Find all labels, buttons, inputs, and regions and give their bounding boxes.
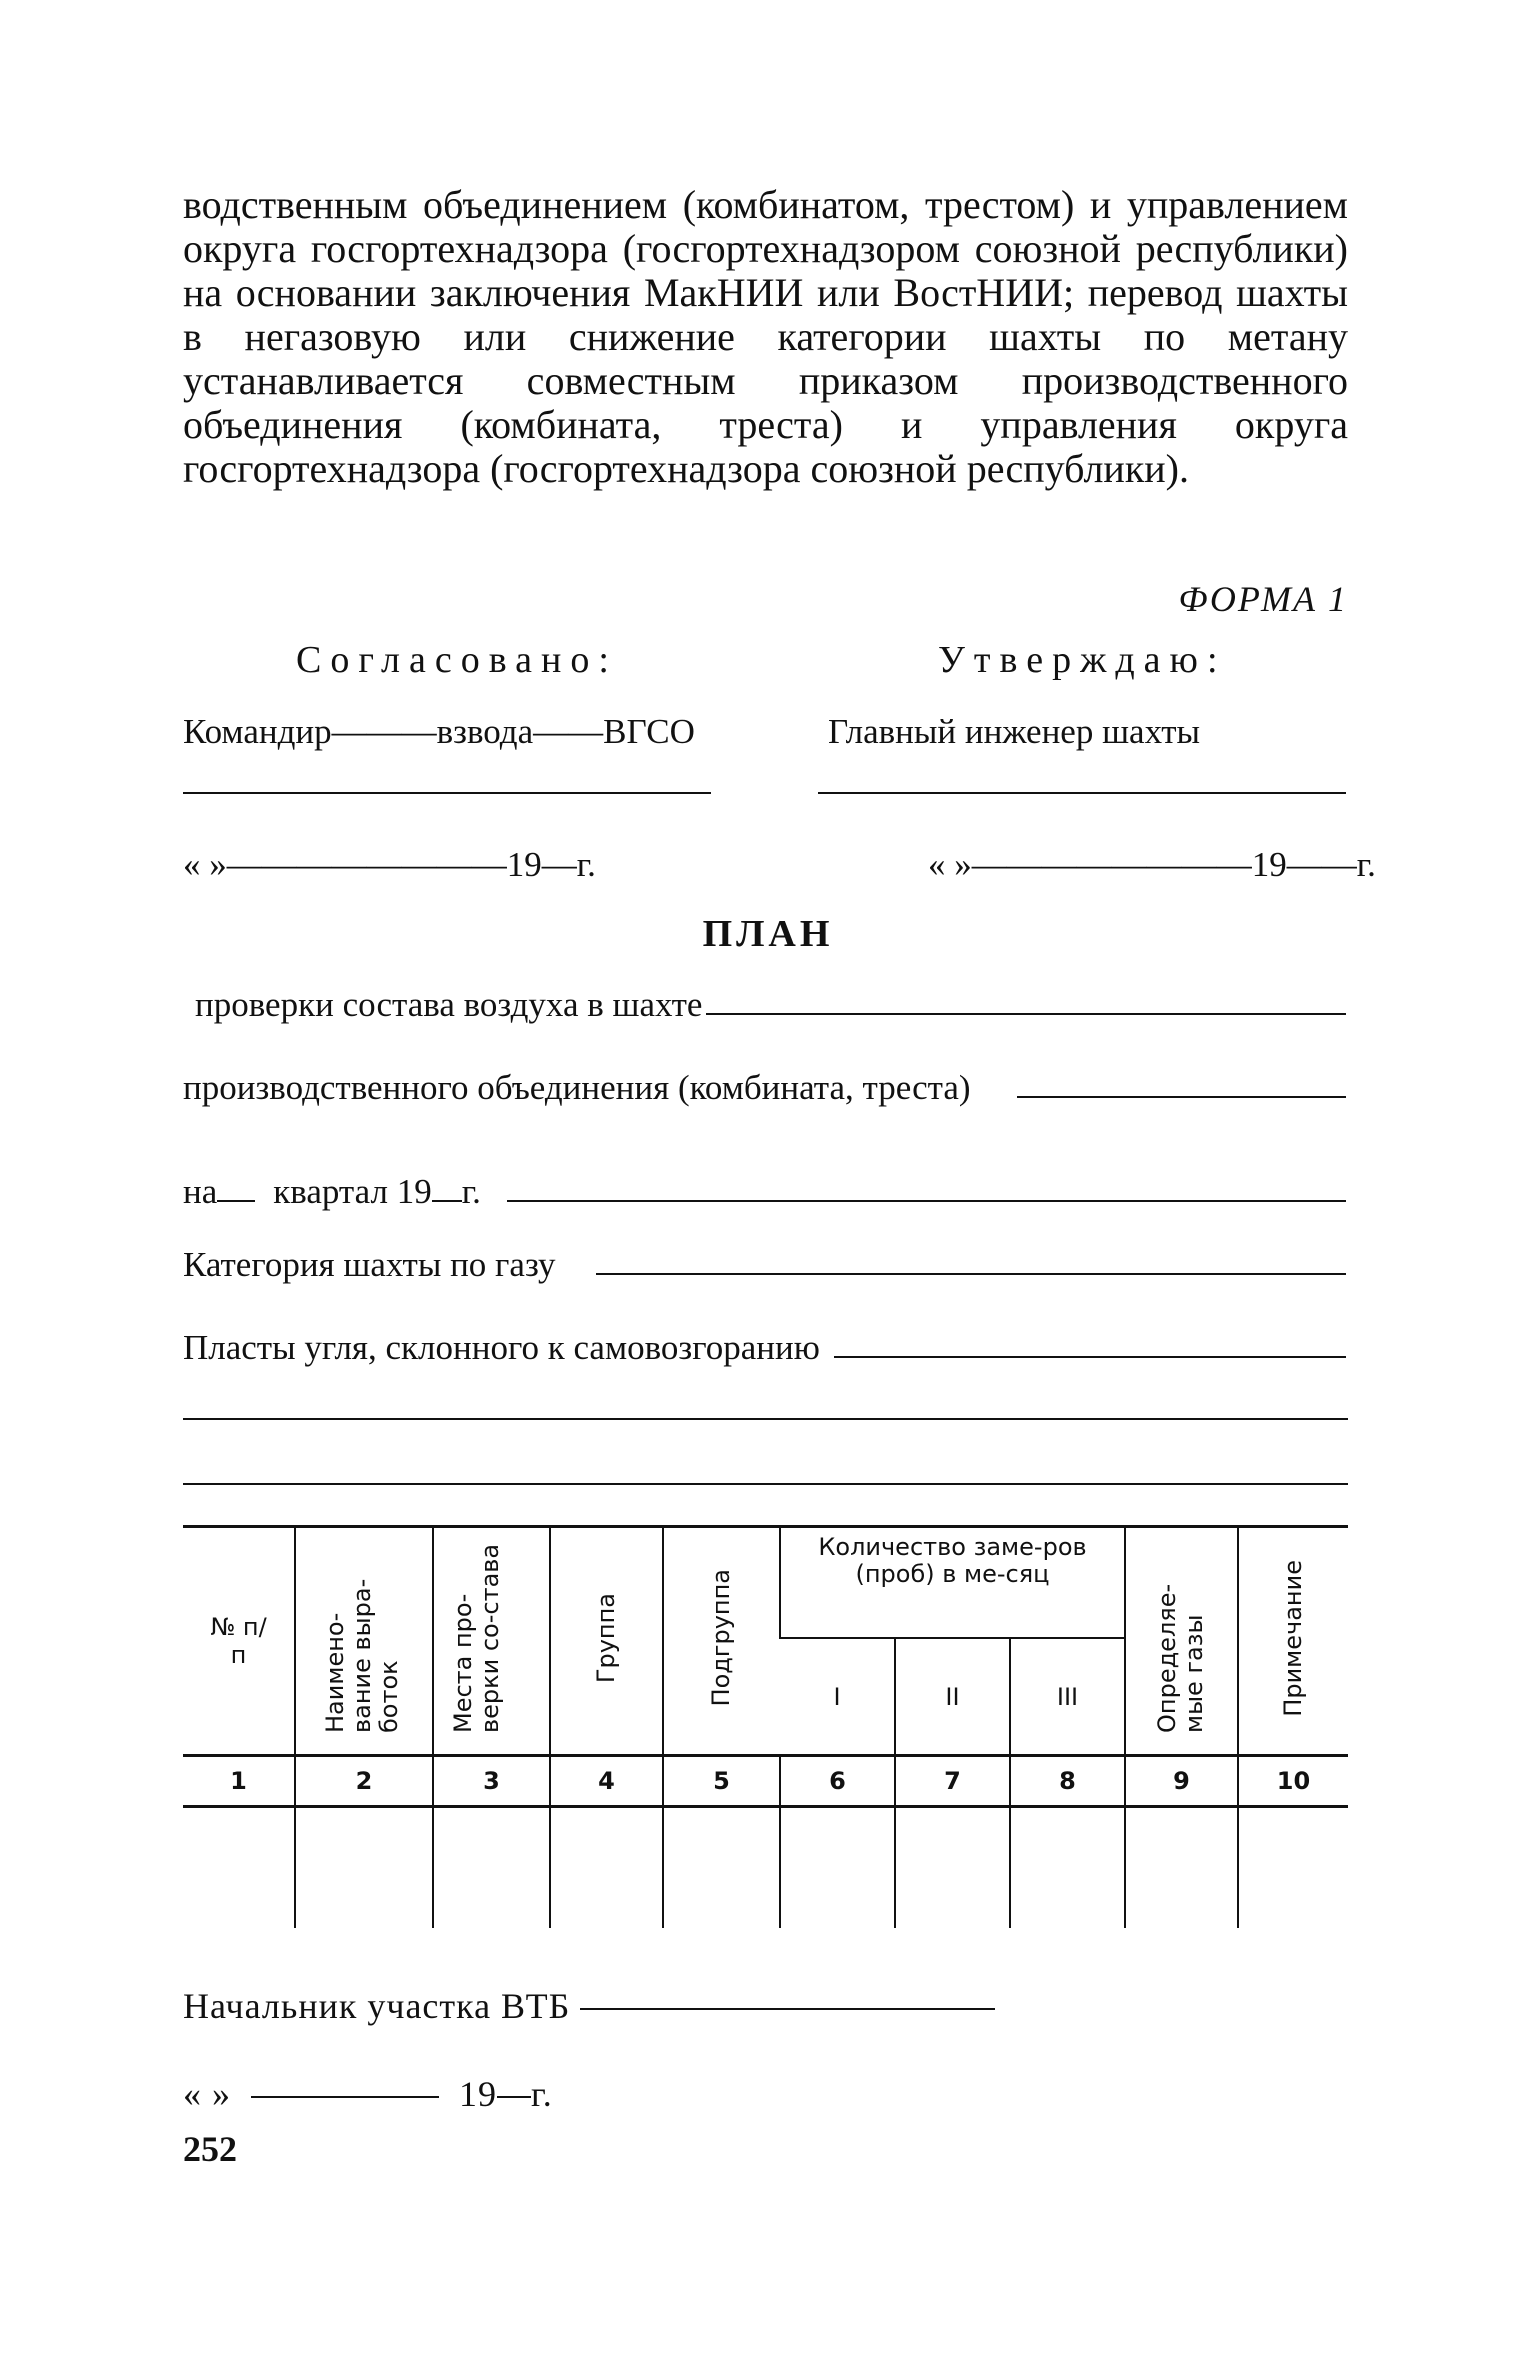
seams-field bbox=[183, 1328, 1346, 1368]
footer-signer-blank bbox=[580, 2008, 995, 2010]
category-field bbox=[183, 1245, 1346, 1285]
footer-year-blank bbox=[497, 2096, 531, 2098]
left-signer: Командир———взвода——ВГСО bbox=[183, 712, 695, 751]
col-number-cell: 4 bbox=[550, 1756, 663, 1807]
table-cell bbox=[1125, 1807, 1238, 1929]
table-cell bbox=[433, 1807, 550, 1929]
footer-year: 19 bbox=[459, 2074, 497, 2114]
body-paragraph: водственным объединением (комбинатом, трестом) и управлением округа госгортехнадзора (госгортехнадзором союзной республики) на основании заключения МакНИИ или ВостНИИ; перевод шахты в негазовую или снижение категории шахты по метану устанавливается совместным приказом производственного объединения (комбината, треста) и управления округа госгортехнадзора (госгортехнадзора союзной республики). bbox=[183, 182, 1348, 491]
table-cell bbox=[895, 1807, 1010, 1929]
table-number-row bbox=[183, 1756, 1348, 1807]
table-cell bbox=[663, 1807, 780, 1929]
mine-field bbox=[183, 985, 1346, 1025]
col-number-cell: 6 bbox=[780, 1756, 895, 1807]
col-group-header: Группа bbox=[550, 1528, 663, 1756]
form-label: ФОРМА 1 bbox=[1178, 579, 1348, 619]
col-number-cell: 1 bbox=[183, 1756, 295, 1807]
association-field-label: производственного объединения (комбината, треста) bbox=[183, 1068, 971, 1107]
col-count-header: Количество заме-ров (проб) в ме-сяц bbox=[780, 1528, 1125, 1638]
col-number-cell: 7 bbox=[895, 1756, 1010, 1807]
table-cell bbox=[183, 1807, 295, 1929]
table-header-row bbox=[183, 1528, 1348, 1638]
approved-right-heading: Утверждаю: bbox=[938, 639, 1227, 681]
seams-blank bbox=[834, 1356, 1346, 1358]
col-month-2-header: II bbox=[895, 1638, 1010, 1756]
quarter-prefix: на bbox=[183, 1172, 218, 1211]
col-places-header: Места про-верки со-става bbox=[433, 1528, 550, 1756]
quarter-field bbox=[183, 1172, 1346, 1212]
col-number-cell: 3 bbox=[433, 1756, 550, 1807]
page-number: 252 bbox=[183, 2129, 237, 2169]
col-number-cell: 8 bbox=[1010, 1756, 1125, 1807]
quarter-suffix: г. bbox=[461, 1172, 481, 1211]
right-date: « »————————19——г. bbox=[928, 845, 1376, 884]
footer-signer-label: Начальник участка ВТБ bbox=[183, 1986, 571, 2026]
right-signer: Главный инженер шахты bbox=[828, 712, 1201, 751]
table-cell bbox=[1010, 1807, 1125, 1929]
seams-extra-line-1 bbox=[183, 1418, 1348, 1420]
footer-date bbox=[183, 2073, 553, 2115]
association-blank bbox=[1017, 1096, 1346, 1098]
quarter-year-blank bbox=[432, 1200, 462, 1202]
quarter-label: квартал 19 bbox=[273, 1172, 432, 1211]
table-cell bbox=[550, 1807, 663, 1929]
seams-extra-line-2 bbox=[183, 1483, 1348, 1485]
right-signature-line bbox=[818, 792, 1346, 794]
col-workings-header: Наимено-вание выра-боток bbox=[295, 1528, 433, 1756]
table-cell bbox=[295, 1807, 433, 1929]
table-cell bbox=[780, 1807, 895, 1929]
footer-signer bbox=[183, 1985, 995, 2027]
left-date: « »————————19—г. bbox=[183, 845, 596, 884]
col-number-cell: 5 bbox=[663, 1756, 780, 1807]
footer-date-end: г. bbox=[531, 2074, 553, 2114]
col-number-cell: 2 bbox=[295, 1756, 433, 1807]
category-label: Категория шахты по газу bbox=[183, 1245, 556, 1284]
col-num-header: № п/п bbox=[210, 1613, 267, 1669]
col-number-cell: 9 bbox=[1125, 1756, 1238, 1807]
category-blank bbox=[596, 1273, 1346, 1275]
col-subgroup-header: Подгруппа bbox=[663, 1528, 780, 1756]
quarter-blank bbox=[507, 1200, 1346, 1202]
table-cell bbox=[1238, 1807, 1348, 1929]
col-number-cell: 10 bbox=[1238, 1756, 1348, 1807]
table-row bbox=[183, 1807, 1348, 1929]
col-note-header: Примечание bbox=[1238, 1528, 1348, 1756]
col-month-3-header: III bbox=[1010, 1638, 1125, 1756]
association-field bbox=[183, 1068, 1346, 1108]
mine-blank bbox=[706, 1013, 1346, 1015]
plan-title: ПЛАН bbox=[702, 913, 834, 955]
col-month-1-header: I bbox=[780, 1638, 895, 1756]
seams-label: Пласты угля, склонного к самовозгоранию bbox=[183, 1328, 820, 1367]
mine-field-label: проверки состава воздуха в шахте bbox=[195, 985, 703, 1024]
plan-table bbox=[183, 1528, 1348, 1928]
quarter-number-blank bbox=[217, 1200, 255, 1202]
left-signature-line bbox=[183, 792, 711, 794]
approved-left-heading: Согласовано: bbox=[296, 639, 618, 681]
col-gases-header: Определяе-мые газы bbox=[1125, 1528, 1238, 1756]
footer-date-blank bbox=[251, 2096, 439, 2098]
footer-date-open: « » bbox=[183, 2074, 231, 2114]
